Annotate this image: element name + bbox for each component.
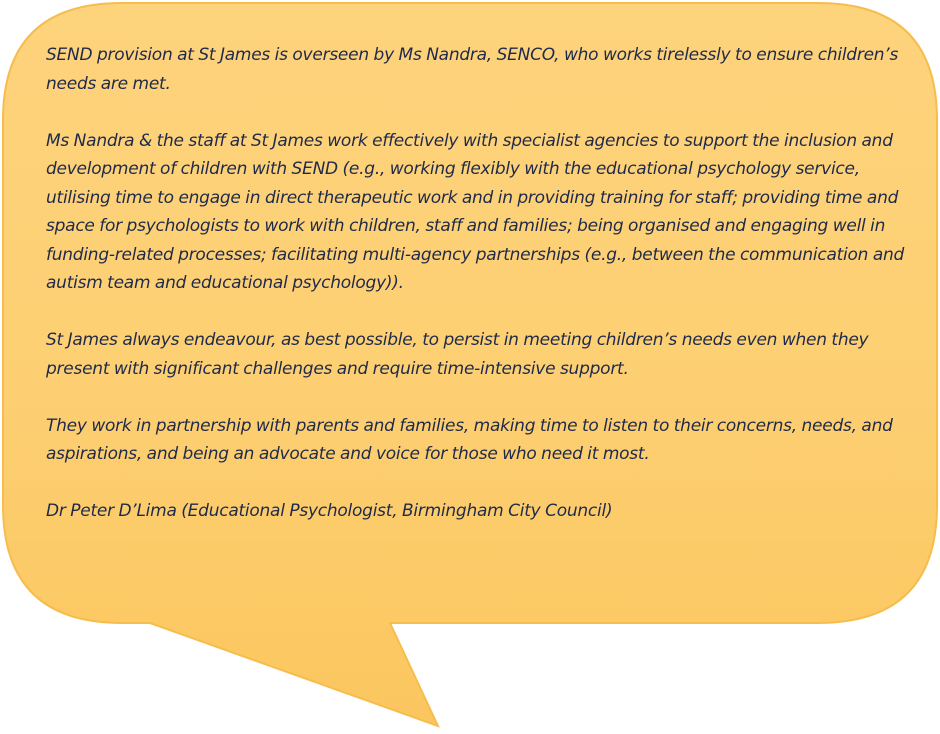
testimonial-attribution: Dr Peter D’Lima (Educational Psychologist, Birmingham City Council): [46, 501, 613, 521]
testimonial-text: [46, 41, 908, 526]
testimonial-paragraph: They work in partnership with parents and families, making time to listen to their concerns, needs, and aspirations, and being an advocate and voice for those who need it most.: [46, 415, 893, 464]
testimonial-paragraph: Ms Nandra & the staff at St James work effectively with specialist agencies to support the inclusion and development of children with SEND (e.g., working flexibly with the educational psychology service, utilising time to engage in direct therapeutic work and in providing training for staff; providing time and space for psychologists to work with children, staff and families; being organised and engaging well in funding-related processes; facilitating multi-agency partnerships (e.g., between the communication and autism team and educational psychology)).: [46, 130, 905, 293]
testimonial-paragraph: SEND provision at St James is overseen by Ms Nandra, SENCO, who works tirelessly to ensure children’s needs are met.: [46, 45, 899, 94]
testimonial-paragraph: St James always endeavour, as best possible, to persist in meeting children’s needs even when they present with significant challenges and require time-intensive support.: [46, 330, 869, 379]
